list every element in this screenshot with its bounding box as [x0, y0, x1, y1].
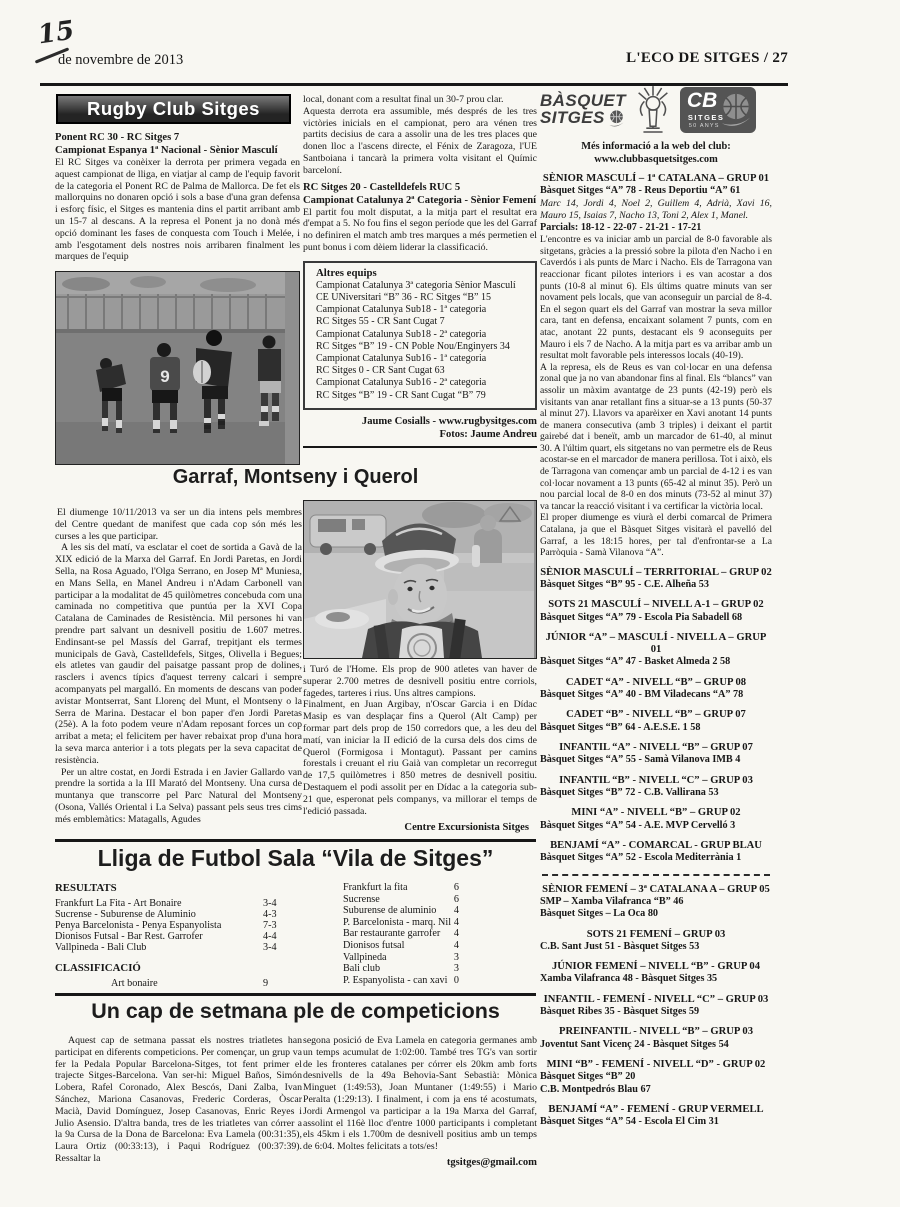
triathlon-col1 — [55, 1035, 302, 1165]
triathlon-section-title: Un cap de setmana ple de competicions — [91, 999, 500, 1023]
wordmark-line1: BÀSQUET — [540, 90, 626, 110]
basket-result-line: Bàsquet Sitges “A” 52 - Escola Mediterrània 1 — [540, 852, 742, 864]
handwritten-page-number: 15 — [36, 15, 77, 51]
rugby-match1-competition: Campionat Espanya 1ª Nacional - Sènior Masculí — [55, 145, 278, 156]
cb-badge-anniversary: 50 ANYS — [688, 123, 720, 129]
team-points: 9 — [263, 978, 269, 989]
team-points: 6 — [453, 893, 459, 905]
club-web-info-line1: Més informació a la web del club: — [581, 141, 731, 152]
cb-badge-name: SITGES — [687, 113, 725, 122]
dashed-separator — [542, 874, 770, 876]
futsal-standings-table — [343, 882, 459, 986]
basket-result-line: C.B. Sant Just 51 - Bàsquet Sitges 53 — [540, 940, 700, 952]
basketball-main-report — [540, 173, 772, 559]
basket-section — [540, 1026, 772, 1051]
team-name: Bali club — [343, 963, 381, 975]
team-name: Bar restaurante garrofer — [343, 928, 441, 940]
team-points: 4 — [453, 939, 459, 951]
other-teams-line: RC Sitges 55 - CR Sant Cugat 7 — [316, 316, 445, 328]
team-points: 3 — [453, 951, 459, 963]
basketball-column — [540, 84, 772, 1129]
basket-section — [540, 775, 772, 800]
standing-row — [343, 975, 459, 987]
other-teams-line: Campionat Catalunya Sub18 - 2ª categoria — [316, 328, 487, 340]
team-name: Sucrense — [343, 893, 380, 905]
rugby-photo — [55, 271, 300, 465]
basket-result-line: Bàsquet Sitges “A” 54 - A.E. MVP Cervelló 3 — [540, 819, 736, 831]
basket-section-heading: INFANTIL “B” - NIVELL “C” – GRUP 03 — [559, 774, 753, 786]
other-teams-line: Campionat Catalunya Sub18 - 1ª categoria — [316, 304, 487, 316]
paragraph: i Turó de l'Home. Els prop de 900 atletes van haver de superar 2.700 metres de desnivell positiu entre corriols, fagedes, tarteres i rius. Uns altres campions. — [303, 664, 537, 699]
team-points: 6 — [453, 882, 459, 893]
rugby-article-col2 — [303, 94, 537, 448]
masthead: L'ECO DE SITGES / 27 — [626, 50, 788, 66]
basket-result-line: Bàsquet Ribes 35 - Bàsquet Sitges 59 — [540, 1005, 700, 1017]
standing-row — [343, 894, 459, 906]
triathlon-top-rule — [55, 993, 536, 996]
triathlon-byline-email: tgsitges@gmail.com — [446, 1156, 537, 1168]
basket-main-result: Bàsquet Sitges “A” 78 - Reus Deportiu “A” 61 — [540, 185, 741, 197]
basket-section-heading: MINI “A” - NIVELL “B” – GRUP 02 — [571, 807, 741, 819]
paragraph: Aquesta derrota era assumible, més després de les tres victòries inicials en el campionat, pero ara vénen tres partits decisius de cara a assolir una de les tres places que donen lloc a l'ascens directe, el Fénix de Zaragoza, l'UE Santboiana i tancarà la primera volta visitant el Químic barceloní. — [303, 105, 537, 176]
basket-section-heading: BENJAMÍ “A” - COMARCAL - GRUP BLAU — [550, 839, 762, 851]
rugby-photo-illustration — [56, 272, 285, 464]
cb-sitges-badge — [680, 87, 756, 133]
paragraph: A la represa, els de Reus es van col·locar en una defensa zonal que ja no van abandonar fins al final. Els “blancs” van assolir un màxim avantatge de 23 punts (42-19) però els visitants van anar retallant fins a situar-se a 13 punts (50-37 al minut 27). Llavors va aparèixer en Xavi anotant 14 punts de manera consecutiva (amb 3 triples) i deixant el partit gairebé dat i beneït, amb un marcador de 61-40, al minut 30. A l'últim quart, els sitgetans no van permetre els de Reus acostar-se en el marcador de manera perillosa. Tot i això, els de Tarragona van començar amb un parcial de 4-12 i es van col·locar novament a 13 punts (65-42 al minut 35). Però un nou parcial local de 8-0 en dos minuts (73-52 al minut 37) va tancar la reacció visitant i va certificar la victòria local. — [540, 361, 772, 512]
garraf-byline: Centre Excursionista Sitges — [404, 822, 529, 834]
rugby-section-title-bar — [56, 94, 291, 124]
basket-result-line: Joventut Sant Vicenç 24 - Bàsquet Sitges 54 — [540, 1038, 729, 1050]
basket-section — [540, 677, 772, 702]
basket-section-heading: CADET “A” - NIVELL “B” – GRUP 08 — [565, 676, 747, 688]
garraf-article-title: Garraf, Montseny i Querol — [172, 466, 419, 488]
basket-result-line: Bàsquet Sitges “A” 54 - Escola El Cim 31 — [540, 1116, 719, 1128]
other-teams-line: RC Sitges 0 - CR Sant Cugat 63 — [316, 365, 445, 377]
triathlon-col2 — [303, 1035, 537, 1169]
paragraph: Aquest cap de setmana passat els nostres triatletes han participat en diferents competicions. Per començar, un grup va fer la Pedala Popular Barcelona-Sitges, tot fent primer el trajecte Sitges-Barcelona. Van ser-hi: Miguel Baños, Simón Lobera, Rafel Coronado, Alex Bescós, Dani Zalba, Ivan Sánchez, Mariona Casanovas, Frederic Corderas, Òscar Macià, David Domínguez, Josep Casanovas, Enric Reyes i Julio Asensio. D'altra banda, tres de les triatletes van córrer a la 9a Cursa de la Dona de Barcelona: Eva Lamela (00:31:35), Laura Ortiz (00:33:13), i Paqui Rodríguez (00:37:39). Ressaltar la — [55, 1035, 302, 1164]
team-name: Vallpineda — [343, 951, 387, 963]
basket-section-heading: PREINFANTIL - NIVELL “B” – GRUP 03 — [558, 1026, 754, 1038]
basket-partials-line: Parcials: 18-12 - 22-07 - 21-21 - 17-21 — [540, 221, 702, 233]
other-teams-line: Campionat Catalunya Sub16 - 1ª categoria — [316, 352, 487, 364]
wordmark-line2: SITGES — [540, 108, 605, 127]
result-row — [55, 942, 307, 953]
rugby-match1-text-col1: El RC Sitges va conèixer la derrota per primera vegada en aquest campionat de lliga, en viatjar al camp de l'equip favorit de la categoria el Ponent RC de Palma de Mallorca. De fet els mallorquins no donaren opció i sols a base d'una gran defensa i esforç físic, el Sitges es mantenia dins el partit arribant amb un 15-7 al descans. A la represa el Ponent ja no donà més opció dominant les fases de conquesta com Touch i Melée, i amb l'esgotament dels nostres nois arribaren finalment les marques de l'equip — [55, 157, 300, 263]
standing-row — [343, 882, 459, 894]
standing-row — [343, 940, 459, 952]
basket-section — [540, 840, 772, 865]
team-points: 3 — [453, 963, 459, 975]
match-teams: Sucrense - Suburense de Aluminio — [55, 909, 196, 920]
basket-result-line: Bàsquet Sitges “B” 72 - C.B. Vallirana 53 — [540, 786, 719, 798]
basket-section-heading: JÚNIOR “A” – MASCULÍ - NIVELL A – GRUP 01 — [545, 632, 767, 656]
futsal-section-title: Lliga de Futbol Sala “Vila de Sitges” — [97, 845, 494, 871]
paragraph: El diumenge 10/11/2013 va ser un dia intens pels membres del Centre quedant de manifest que cada cop són més les curses a les que participar. — [55, 507, 302, 542]
basket-section-heading: SOTS 21 MASCULÍ – NIVELL A-1 – GRUP 02 — [548, 599, 764, 611]
rugby-match2-competition: Campionat Catalunya 2ª Categoria - Sènior Femení — [303, 194, 537, 206]
rugby-match1-text-col2 — [303, 94, 537, 177]
basket-section — [540, 807, 772, 832]
basket-section — [540, 709, 772, 734]
classification-header: CLASSIFICACIÓ — [55, 962, 141, 974]
team-name: Dionisos futsal — [343, 939, 405, 951]
team-name: Art bonaire — [111, 978, 158, 989]
standing-row — [343, 917, 459, 929]
basket-section — [540, 742, 772, 767]
basket-section-heading: INFANTIL - FEMENÍ - NIVELL “C” – GRUP 03 — [543, 993, 769, 1005]
other-teams-line: RC Sitges “B” 19 - CR Sant Cugat “B” 79 — [316, 389, 486, 401]
rugby-section-title: Rugby Club Sitges — [87, 98, 260, 119]
basket-section — [540, 1059, 772, 1096]
other-teams-title: Altres equips — [316, 266, 377, 279]
basket-section — [540, 567, 772, 592]
futsal-results-table — [55, 882, 307, 989]
garraf-text-col2 — [303, 664, 537, 817]
basquet-sitges-wordmark — [540, 90, 626, 128]
basket-result-line: Bàsquet Sitges “A” 79 - Escola Pia Sabadell 68 — [540, 611, 743, 623]
garraf-photo — [303, 500, 537, 659]
basket-result-line: Bàsquet Sitges “A” 55 - Samà Vilanova IMB 4 — [540, 754, 741, 766]
basket-section-heading: BENJAMÍ “A” - FEMENÍ - GRUP VERMELL — [548, 1103, 764, 1115]
basket-result-line: Bàsquet Sitges “B” 64 - A.E.S.E. 1 58 — [540, 721, 701, 733]
basket-result-line: Bàsquet Sitges “B” 20 — [540, 1071, 636, 1083]
basket-section — [540, 994, 772, 1019]
paragraph: L'encontre es va iniciar amb un parcial de 8-0 favorable als sitgetans, gràcies a la pressió sobre la pilota d'en Nacho i en Caverdós i als punts de Marc i Nacho. Els de Tarragona van reaccionar ficant pilotes interiors i es van acostar a dos punts (10-8 al minut 6). Els últims quatre minuts van ser novament pels locals, que van aconseguir un parcial de 8-4. En el segon quart els del Garraf van mostrar la seva millor cara, tant en defensa, encaixant solament 7 punts, com en atac, anotant 22 punts, destacant els 9 aconseguits per Mauro i els 7 de Nacho. A la mitja part es va arribar amb un resultat molt favorable pels interessos locals (40-19). — [540, 234, 772, 362]
team-name: Suburense de aluminio — [343, 905, 437, 917]
cb-badge-initials: CB — [686, 89, 718, 112]
svg-text:9: 9 — [160, 367, 170, 387]
other-teams-line: RC Sitges “B” 19 - CN Poble Nou/Enginyers 34 — [316, 340, 510, 352]
result-row — [55, 909, 307, 920]
basket-section — [540, 599, 772, 624]
basket-section-heading: SÈNIOR FEMENÍ – 3ª CATALANA A – GRUP 05 — [542, 883, 770, 895]
standing-row — [343, 963, 459, 975]
team-points: 4 — [453, 928, 459, 940]
garraf-article-col1 — [55, 507, 302, 826]
garraf-article-col2 — [303, 500, 537, 835]
match-score: 3-4 — [263, 942, 277, 953]
team-points: 0 — [453, 974, 459, 986]
basket-result-line: C.B. Montpedrós Blau 67 — [540, 1083, 651, 1095]
basket-section-heading: INFANTIL “A” - NIVELL “B” – GRUP 07 — [559, 742, 753, 754]
standing-row — [343, 952, 459, 964]
paragraph: Per un altre costat, en Jordi Estrada i en Javier Gallardo van prendre la sortida a la III Marató del Montseny. Una cursa de muntanya que transcorre pel Parc Natural del Montseny (Osona, Vallés Oriental i La Selva) passant pels seus tres cims més emblemàtics: Matagalls, Agudes — [55, 766, 302, 825]
basket-result-line: SMP – Xamba Vilafranca “B” 46 — [540, 895, 684, 907]
basket-result-line: Bàsquet Sitges “A” 40 - BM Viladecans “A” 78 — [540, 689, 744, 701]
rugby-match1-score: Ponent RC 30 - RC Sitges 7 — [55, 132, 180, 143]
paragraph: Finalment, en Juan Argibay, n'Oscar Garcia i en Dídac Masip es van desplaçar fins a Querol (Alt Camp) per formar part dels prop de 150 corredors que, a les deu del matí, van iniciar la II edició de la cursa dels dos cims de Querol (Formigosa i Montagut). Passant per camins forestals i creuant el riu Gaià van completar un recorregut de 17,5 quilòmetres i 850 metres de desnivell positiu. Destaquem el podi assolit per en Dídac a la categoria sub-21 que, esperonat pels companys, va millorar el temps de l'edició passada. — [303, 699, 537, 817]
rugby-match2-score: RC Sitges 20 - Castelldefels RUC 5 — [303, 181, 461, 193]
rugby-bottom-rule — [303, 446, 537, 448]
result-row — [55, 920, 307, 931]
match-teams: Frankfurt La Fita - Art Bonaire — [55, 898, 182, 909]
issue-date: de novembre de 2013 — [58, 52, 184, 68]
classification-row — [55, 978, 307, 989]
paragraph: local, donant com a resultat final un 30-7 prou clar. — [303, 94, 504, 105]
basket-result-line: Bàsquet Sitges “B” 95 - C.E. Alheña 53 — [540, 579, 709, 591]
basket-section — [540, 632, 772, 669]
match-score: 3-4 — [263, 898, 277, 909]
match-teams: Vallpineda - Bali Club — [55, 942, 147, 953]
basket-section-heading: CADET “B” - NIVELL “B” – GRUP 07 — [566, 709, 746, 721]
basket-result-line: Xamba Vilafranca 48 - Bàsquet Sitges 35 — [540, 973, 718, 985]
basket-section — [540, 1104, 772, 1129]
basket-section — [540, 961, 772, 986]
paragraph: A les sis del matí, va esclatar el coet de sortida a Gavà de la XIX edició de la Marxa del Garraf. En Jordi Paretas, en Jordi Sella, na Rosa Aguado, l'Olga Serrano, en Josep Mª Muniesa, en Mans Sella, en Manel Andreu i n'Adam Carbonell van participar a la modalitat de 45 quilòmetres concebuda com una caminada no competitiva que puntúa per la XVI Copa Catalana de Caminades de Resistència. Mil persones hi van prendre part salvant un desnivell positiu de 1.607 metres. Endinsant-se pel Massís del Garraf, trepitjant els termes municipals de Gavà, Castelldefels, Sitges, Olivella i Begues; els atletes van gaudir del paisatge passant prop de dolines, rasclers i avencs típics d'aquest terreny calcari i sempre acompanyats pel margalló. En moments de descans van poder avistar Montserrat, Sant Llorenç del Munt, el Montseny o la Serra de Marina. Destacar el bon paper d'en Jordi Paretas (25è). A la foto podem veure n'Adam reposant forces un cop arribat a meta; el felicitem per haver rebaixat prop d'una hora la seva marca anterior i a tots plegats per la seva capacitat de resistència. — [55, 542, 302, 766]
basket-section-heading: SÈNIOR MASCULÍ – 1ª CATALANA – GRUP 01 — [542, 173, 770, 184]
team-points: 4 — [453, 905, 459, 917]
team-name: P. Espanyolista - can xavi — [343, 974, 448, 986]
basket-section — [540, 929, 772, 954]
results-header: RESULTATS — [55, 882, 117, 894]
futsal-top-rule — [55, 839, 536, 842]
rugby-byline-photos: Fotos: Jaume Andreu — [439, 429, 537, 441]
rugby-article-col1 — [55, 94, 300, 465]
paragraph: segona posició de Eva Lamela en categoria germanes amb un temps acumulat de 1:02:00. També tres TG's van sortir de les fronteres catalanes per córrer els 20km amb forts desnivells de la 49a Behovia-Sant Sebastià: Mònica Minguet (1:49:53), Joan Muntaner (1:49:55) i Mario Peralta (1:29:13). I finalment, i com ja ens té acostumats, Jordi Armengol va participar a la 19a Marxa del Garraf, assolint el 116è lloc d'entre 1000 participants i completant els 45km i els 1.700m de desnivell positius amb un temps de 6:04. Moltes felicitats a tots/es! — [303, 1035, 537, 1153]
other-teams-line: Campionat Catalunya Sub16 - 2ª categoria — [316, 377, 487, 389]
match-score: 4-3 — [263, 909, 277, 920]
basket-section-heading: SOTS 21 FEMENÍ – GRUP 03 — [586, 928, 726, 940]
team-name: Frankfurt la fita — [343, 882, 408, 893]
standing-row — [343, 928, 459, 940]
basketball-icon — [719, 91, 753, 129]
basket-report-body — [540, 234, 772, 559]
other-teams-box — [303, 261, 537, 410]
match-score: 7-3 — [263, 920, 277, 931]
result-row — [55, 898, 307, 909]
basket-section-heading: MINI “B” - FEMENÍ - NIVELL “D” - GRUP 02 — [546, 1058, 766, 1070]
basketball-icon — [608, 109, 625, 128]
paragraph: El proper diumenge es viurà el derbi comarcal de Primera Catalana, ja que el Bàsquet Sitges visitarà el pavelló del Garraf, a les 18:15 hores, per tal d'enfrontar-se a La Parròquia - Samà Vilanova “A”. — [540, 512, 772, 559]
rugby-match2-text: El partit fou molt disputat, a la mitja part el resultat era d'empat a 5. No fou fins el segon període que les del Garraf no definiren el match amb tres marques a més permetien el punt bonus i com dèiem liderar la classificació. — [303, 206, 537, 253]
match-score: 4-4 — [263, 931, 277, 942]
club-web-info-line2: www.clubbasquetsitges.com — [594, 154, 718, 165]
match-teams: Dionisos Futsal - Bar Rest. Garrofer — [55, 931, 203, 942]
standing-row — [343, 905, 459, 917]
result-row — [55, 931, 307, 942]
match-teams: Penya Barcelonista - Penya Espanyolista — [55, 920, 222, 931]
basketball-logos-row — [540, 84, 772, 136]
team-points: 4 — [453, 916, 459, 928]
basket-result-line: Bàsquet Sitges – La Oca 80 — [540, 908, 659, 920]
rugby-byline-author: Jaume Cosialls - www.rugbysitges.com — [361, 415, 537, 427]
basket-section-heading: SÈNIOR MASCULÍ – TERRITORIAL – GRUP 02 — [540, 566, 772, 578]
basket-result-line: Bàsquet Sitges “A” 47 - Basket Almeda 2 58 — [540, 656, 731, 668]
basket-section — [540, 884, 772, 921]
basket-section-heading: JÚNIOR FEMENÍ – NIVELL “B” - GRUP 04 — [551, 961, 761, 973]
team-name: P. Barcelonista - marq. Nil — [343, 916, 452, 928]
other-teams-line: CE UNiversitari “B” 36 - RC Sitges “B” 15 — [316, 291, 491, 303]
club-crest-icon — [631, 84, 675, 136]
garraf-photo-illustration — [304, 501, 534, 658]
basket-scorers-line: Marc 14, Jordi 4, Noel 2, Guillem 4, Adrià, Xavi 16, Mauro 15, Isaias 7, Nacho 13, Toni 2, Alex 1, Manel. — [540, 197, 772, 221]
other-teams-line: Campionat Catalunya 3ª categoria Sènior Masculí — [316, 279, 516, 291]
